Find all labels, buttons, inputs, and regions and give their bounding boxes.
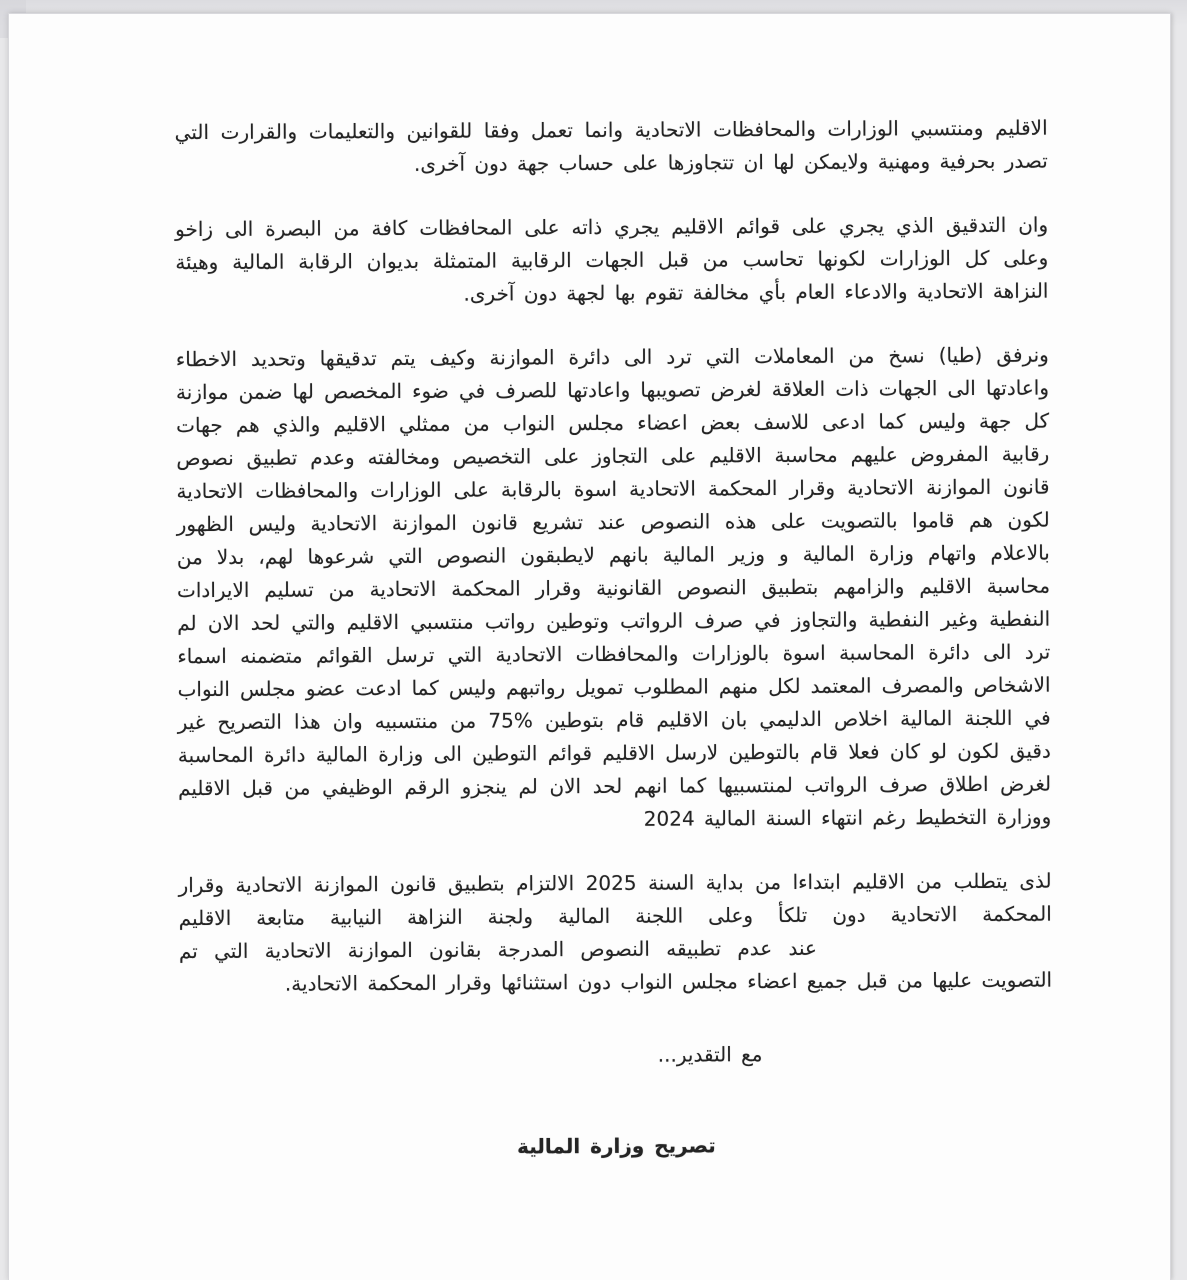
paragraph-4-part-1: لذى يتطلب من الاقليم ابتداءا من بداية السنة 2025 الالتزام بتطبيق قانون الموازنة الاتحادية وقرار المحكمة الاتحادية دون تلكأ وعلى اللجنة المالية ولجنة النزاهة النيابية متابعة الاقليم xyxy=(178,868,1052,931)
statement-title: تصريح وزارة المالية xyxy=(517,1133,716,1159)
paragraph-1: الاقليم ومنتسبي الوزارات والمحافظات الاتحادية وانما تعمل وفقا للقوانين والتعليمات والقرارت التي تصدر بحرفية ومهنية ولايمكن لها ان تتجاوزها على حساب جهة دون آخرى. xyxy=(174,115,1048,176)
paragraph-2: وان التدقيق الذي يجري على قوائم الاقليم يجري ذاته على المحافظات كافة من البصرة الى زاخو وعلى كل الوزارات لكونها تحاسب من قبل الجهات الرقابية المتمثلة بديوان الرقابة المالية وهيئة النزاهة الاتحادية والادعاء العام بأي مخالفة تقوم بها لجهة دون آخرى. xyxy=(175,212,1049,306)
blank-gap xyxy=(817,953,1052,955)
paragraph-4 xyxy=(178,865,1052,1002)
closing-line: مع التقدير... xyxy=(657,1042,763,1067)
letter-body xyxy=(9,11,1176,1166)
document-page xyxy=(8,13,1171,1280)
paragraph-4-part-2: عند عدم تطبيقه النصوص المدرجة بقانون الموازنة الاتحادية التي تم التصويت عليها من قبل جميع اعضاء مجلس النواب دون استثنائها وقرار المحكمة الاتحادية. xyxy=(178,935,1053,996)
paragraph-3: ونرفق (طيا) نسخ من المعاملات التي ترد الى دائرة الموازنة وكيف يتم تدقيقها وتحديد الاخطاء واعادتها الى الجهات ذات العلاقة لغرض تصويبها واعادتها للصرف في ضوء المخصص لها ضمن موازنة كل جهة وليس كما ادعى للاسف بعض اعضاء مجلس النواب من ممثلي الاقليم والذي هم جهات رقابية المفروض عليهم محاسبة الاقليم على التجاوز على التخصيص ومخالفته وعدم تطبيق نصوص قانون الموازنة الاتحادية وقرار المحكمة الاتحادية اسوة بالرقابة على الوزارات والمحافظات الاتحادية لكون هم قاموا بالتصويت على هذه النصوص عند تشريع قانون الموازنة الاتحادية وليس الظهور بالاعلام واتهام وزارة المالية و وزير المالية بانهم لايطبقون النصوص التي شرعوها لهم، بدلا من محاسبة الاقليم والزامهم بتطبيق النصوص القانونية وقرار المحكمة الاتحادية من تسليم الايرادات النفطية وغير النفطية والتجاوز في صرف الرواتب وتوطين رواتب منتسبي الاقليم والتي لحد الان لم ترد الى دائرة المحاسبة اسوة بالوزارات والمحافظات الاتحادية التي ترسل القوائم متضمنه اسماء الاشخاص والمصرف المعتمد لكل منهم المطلوب تمويل رواتبهم وليس كما ادعت عضو مجلس النواب في اللجنة المالية اخلاص الدليمي بان الاقليم قام بتوطين %75 من منتسبيه وان هذا التصريح غير دقيق لكون لو كان فعلا قام بالتوطين لارسل الاقليم قوائم التوطين الى وزارة المالية دائرة المحاسبة لغرض اطلاق صرف الرواتب لمنتسبيها كما انهم لحد الان لم ينجزو الرقم الوظيفي من قبل الاقليم ووزارة التخطيط رغم انتهاء السنة المالية 2024 xyxy=(175,342,1052,831)
